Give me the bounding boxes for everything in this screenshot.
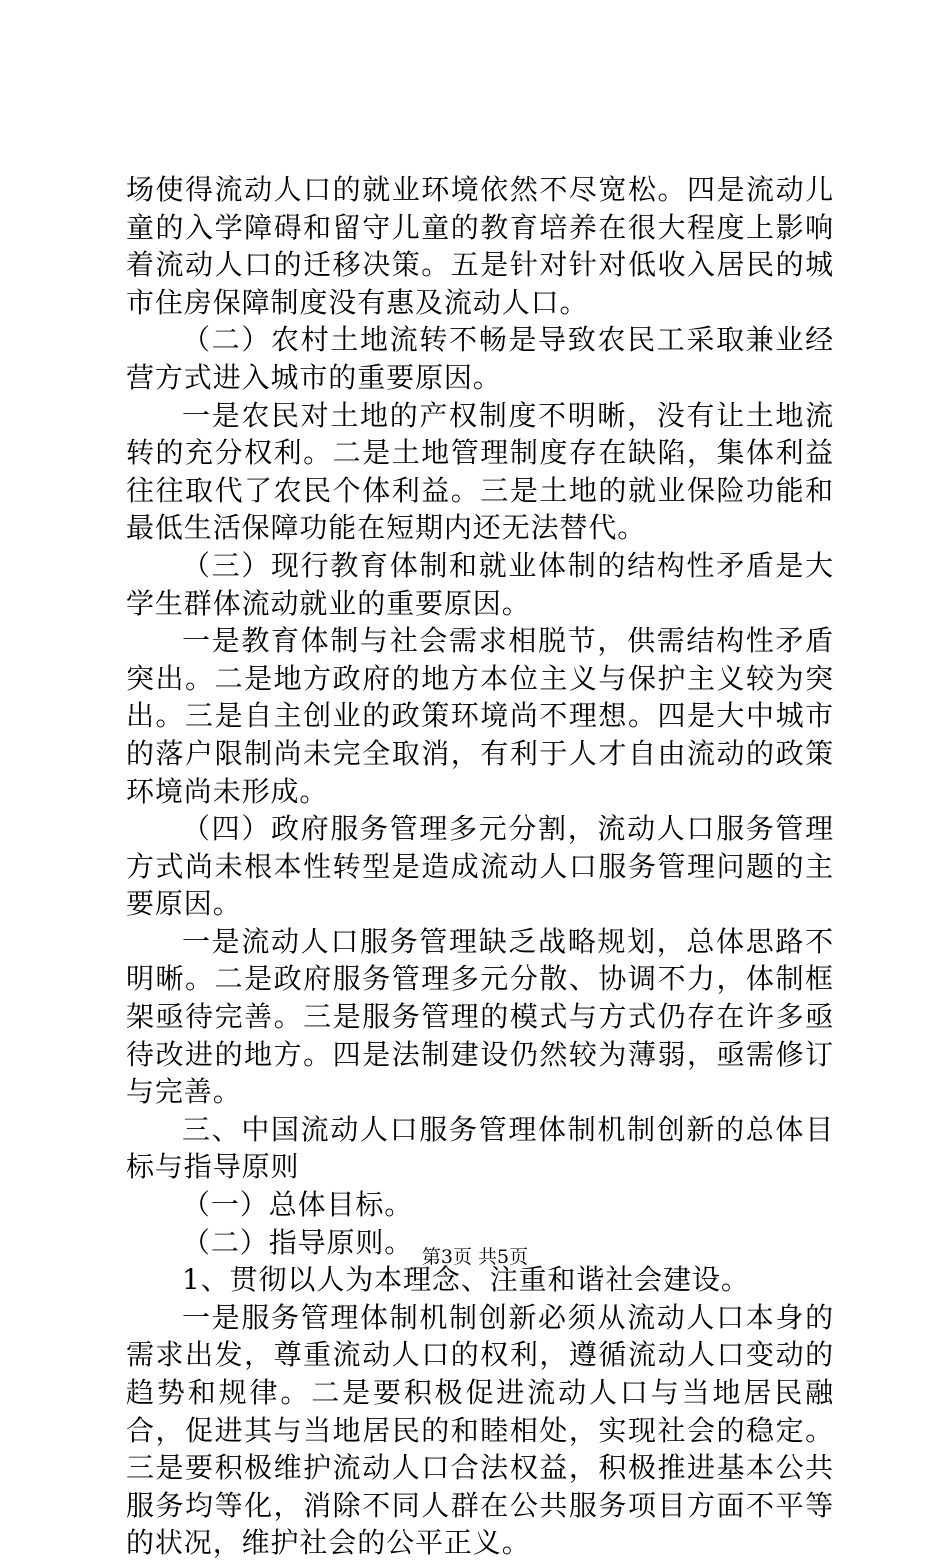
paragraph-continuation: 场使得流动人口的就业环境依然不尽宽松。四是流动儿童的入学障碍和留守儿童的教育培养在很大程度上影响着流动人口的迁移决策。五是针对针对低收入居民的城市住房保障制度没有惠及流动人口。 [126, 173, 834, 319]
paragraph-education: 一是教育体制与社会需求相脱节，供需结构性矛盾突出。二是地方政府的地方本位主义与保护主义较为突出。三是自主创业的政策环境尚不理想。四是大中城市的落户限制尚未完全取消，有利于人才自由流动的政策环境尚未形成。 [126, 624, 834, 808]
document-body [126, 171, 834, 1562]
principle-item-1: 1、贯彻以人为本理念、注重和谐社会建设。 [182, 1263, 750, 1297]
paragraph-government: 一是流动人口服务管理缺乏战略规划，总体思路不明晰。二是政府服务管理多元分散、协调不力，体制框架亟待完善。三是服务管理的模式与方式仍存在许多亟待改进的地方。四是法制建设仍然较为薄弱，亟需修订与完善。 [126, 924, 834, 1109]
section-heading-4: （四）政府服务管理多元分割，流动人口服务管理方式尚未根本性转型是造成流动人口服务管理问题的主要原因。 [126, 812, 834, 921]
subheading-guiding-principles: （二）指导原则。 [182, 1225, 414, 1259]
subheading-overall-goal: （一）总体目标。 [182, 1188, 414, 1222]
section-heading-2: （二）农村土地流转不畅是导致农民工采取兼业经营方式进入城市的重要原因。 [126, 323, 834, 394]
paragraph-land: 一是农民对土地的产权制度不明晰，没有让土地流转的充分权利。二是土地管理制度存在缺陷，集体利益往往取代了农民个体利益。三是土地的就业保险功能和最低生活保障功能在短期内还无法替代。 [126, 398, 834, 545]
section-heading-3: （三）现行教育体制和就业体制的结构性矛盾是大学生群体流动就业的重要原因。 [126, 548, 834, 620]
page-number: 第3页 共5页 [421, 1246, 529, 1268]
chapter-heading-3: 三、中国流动人口服务管理体制机制创新的总体目标与指导原则 [126, 1112, 834, 1184]
paragraph-principle-1: 一是服务管理体制机制创新必须从流动人口本身的需求出发，尊重流动人口的权利，遵循流动人口变动的趋势和规律。二是要积极促进流动人口与当地居民融合，促进其与当地居民的和睦相处，实现社会的稳定。三是要积极维护流动人口合法权益，积极推进基本公共服务均等化，消除不同人群在公共服务项目方面不平等的状况，维护社会的公平正义。 [126, 1300, 834, 1560]
